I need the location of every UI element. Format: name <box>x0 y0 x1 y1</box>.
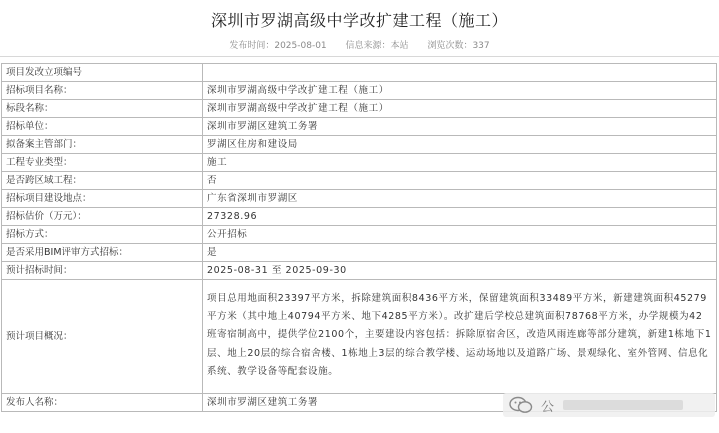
field-label: 招标单位： <box>2 118 203 136</box>
field-value: 罗湖区住房和建设局 <box>203 136 717 154</box>
table-row <box>2 208 717 226</box>
table-row <box>2 226 717 244</box>
field-value: 项目总用地面积23397平方米，拆除建筑面积8436平方米，保留建筑面积33489平方米，新建建筑面积45279平方米（其中地上40794平方米、地下4285平方米）。改扩建后学校总建筑面积78768平方米，办学规模为42班寄宿制高中，提供学位2100个，主要建设内容包括：拆除原宿舍区，改造风雨连廊等部分建筑，新建1栋地下1层、地上20层的综合宿舍楼、1栋地上3层的综合教学楼、运动场地以及道路广场、景观绿化、室外管网、信息化系统、教学设备等配套设施。 <box>203 280 717 394</box>
tender-info-table <box>1 63 717 412</box>
wechat-icon <box>509 396 533 414</box>
table-row <box>2 262 717 280</box>
watermark-text: 公 <box>541 399 556 415</box>
tender-info-body <box>2 64 717 412</box>
table-row <box>2 190 717 208</box>
field-label: 是否跨区域工程： <box>2 172 203 190</box>
table-row <box>2 244 717 262</box>
table-row <box>2 64 717 82</box>
field-label: 招标项目建设地点： <box>2 190 203 208</box>
table-row <box>2 136 717 154</box>
field-value: 深圳市罗湖区建筑工务署 <box>203 118 717 136</box>
field-label: 招标项目名称： <box>2 82 203 100</box>
field-label: 招标方式： <box>2 226 203 244</box>
title-divider <box>0 56 719 57</box>
field-label: 预计招标时间： <box>2 262 203 280</box>
wechat-watermark <box>503 393 715 417</box>
table-row <box>2 154 717 172</box>
publish-time: 发布时间：2025-08-01 <box>229 41 327 51</box>
watermark-blurred-name <box>563 400 683 410</box>
field-label: 发布人名称： <box>2 394 203 412</box>
field-value: 施工 <box>203 154 717 172</box>
field-value: 深圳市罗湖高级中学改扩建工程（施工） <box>203 100 717 118</box>
field-label: 拟备案主管部门： <box>2 136 203 154</box>
meta-line <box>0 38 719 51</box>
table-row <box>2 118 717 136</box>
field-value: 深圳市罗湖高级中学改扩建工程（施工） <box>203 82 717 100</box>
field-label: 是否采用BIM评审方式招标： <box>2 244 203 262</box>
table-row <box>2 82 717 100</box>
field-value: 2025-08-31 至 2025-09-30 <box>203 262 717 280</box>
page-title: 深圳市罗湖高级中学改扩建工程（施工） <box>210 11 508 30</box>
table-row <box>2 280 717 394</box>
info-source: 信息来源：本站 <box>345 41 409 51</box>
field-label: 工程专业类型： <box>2 154 203 172</box>
field-value: 是 <box>203 244 717 262</box>
field-value: 否 <box>203 172 717 190</box>
field-value: 深圳市罗湖区建筑工务署 <box>203 394 717 412</box>
field-label: 标段名称： <box>2 100 203 118</box>
field-value: 公开招标 <box>203 226 717 244</box>
field-label: 招标估价（万元）： <box>2 208 203 226</box>
view-count: 浏览次数：337 <box>427 41 490 51</box>
table-row <box>2 172 717 190</box>
field-value: 广东省深圳市罗湖区 <box>203 190 717 208</box>
field-label: 预计项目概况： <box>2 280 203 394</box>
field-value <box>203 64 717 82</box>
field-value: 27328.96 <box>203 208 717 226</box>
field-label: 项目发改立项编号 <box>2 64 203 82</box>
table-row <box>2 100 717 118</box>
